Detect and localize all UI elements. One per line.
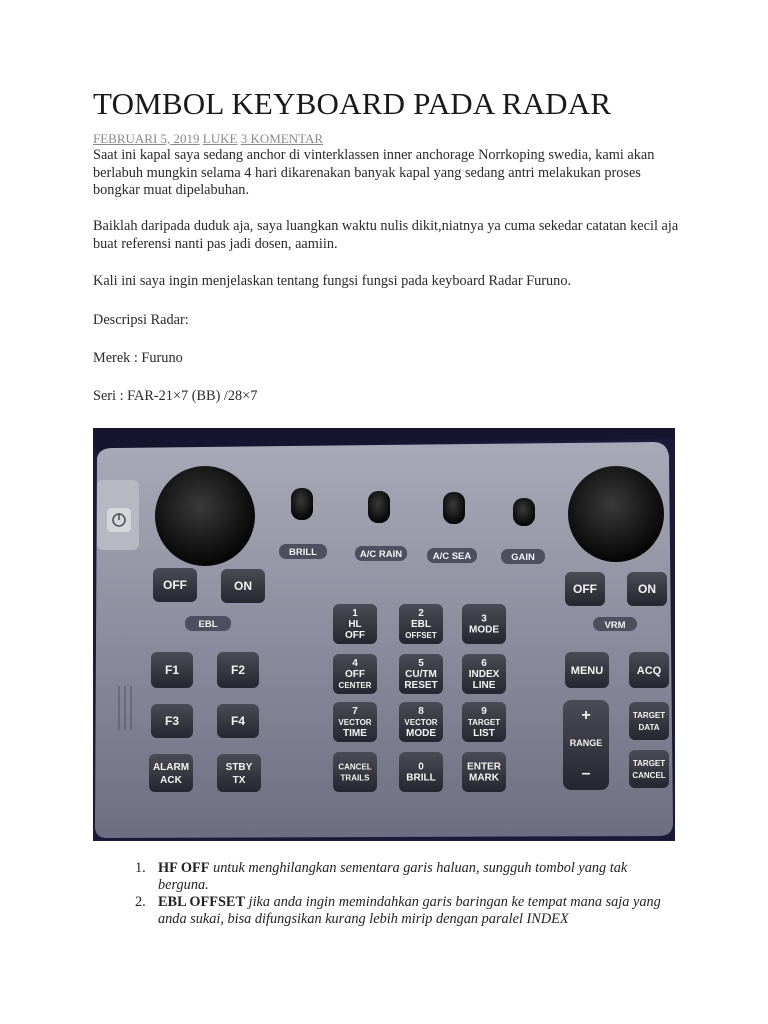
label-ac-rain bbox=[355, 546, 407, 561]
numpad-key[interactable] bbox=[333, 752, 377, 792]
numpad-key-label: VECTOR bbox=[338, 718, 372, 727]
numpad-key-label: CANCEL bbox=[338, 762, 372, 772]
ebl-label bbox=[185, 616, 231, 631]
list-description: untuk menghilangkan sementara garis haluan, sungguh tombol yang tak berguna. bbox=[158, 860, 628, 893]
numpad-key-label: 2 bbox=[418, 608, 424, 619]
trackball-right[interactable] bbox=[568, 466, 664, 562]
paragraph-intro: Saat ini kapal saya sedang anchor di vinterklassen inner anchorage Norrkoping swedia, kami akan berlabuh mungkin selama 4 hari dikarenakan banyak kapal yang sedang antri melakukan proses bongkar muat dipelabuhan. bbox=[93, 147, 655, 198]
knob-brill[interactable] bbox=[291, 488, 313, 520]
numpad-key-label: BRILL bbox=[406, 772, 436, 784]
list-description: jika anda ingin memindahkan garis baringan ke tempat mana saja yang anda sukai, bisa difungsikan kurang lebih mirip dengan paralel INDEX bbox=[158, 894, 661, 927]
radar-keyboard-illustration bbox=[93, 428, 675, 841]
numpad-key-label: 5 bbox=[418, 658, 424, 669]
vrm-on-button[interactable] bbox=[627, 572, 667, 606]
svg-text:DATA: DATA bbox=[638, 723, 660, 732]
numpad-key-label: TIME bbox=[343, 728, 367, 739]
numpad-key-label: HL bbox=[348, 619, 362, 630]
numpad-key[interactable] bbox=[399, 702, 443, 742]
numpad-key-label: INDEX bbox=[468, 669, 500, 680]
target-cancel-button[interactable] bbox=[629, 750, 669, 788]
target-data-button[interactable] bbox=[629, 702, 669, 740]
trackball-left[interactable] bbox=[155, 466, 255, 566]
svg-text:F4: F4 bbox=[230, 714, 246, 728]
svg-text:A/C RAIN: A/C RAIN bbox=[359, 549, 403, 560]
svg-text:ACK: ACK bbox=[160, 775, 182, 786]
numpad-key-label: OFF bbox=[345, 630, 365, 641]
paragraph-motivation: Baiklah daripada duduk aja, saya luangkan waktu nulis dikit,niatnya ya cuma sekedar catatan kecil aja buat referensi nanti pas jadi dosen, aamiin. bbox=[93, 218, 679, 252]
svg-text:–: – bbox=[581, 765, 591, 782]
svg-text:EBL: EBL bbox=[198, 619, 218, 630]
paragraph-series: Seri : FAR-21×7 (BB) /28×7 bbox=[93, 388, 258, 404]
f2-button[interactable] bbox=[217, 652, 259, 688]
numpad-key-label: 0 bbox=[418, 761, 424, 773]
f4-button[interactable] bbox=[217, 704, 259, 738]
svg-text:F3: F3 bbox=[164, 714, 180, 728]
paragraph-description-heading: Descripsi Radar: bbox=[93, 312, 189, 328]
svg-text:ON: ON bbox=[638, 582, 656, 596]
svg-text:BRILL: BRILL bbox=[289, 547, 317, 558]
svg-text:RANGE: RANGE bbox=[569, 738, 603, 748]
knob-gain[interactable] bbox=[513, 498, 535, 526]
list-number: 1. bbox=[135, 860, 146, 876]
numpad-key-label: LIST bbox=[473, 728, 495, 739]
numpad-key-label: RESET bbox=[404, 680, 438, 691]
svg-text:ON: ON bbox=[234, 579, 252, 593]
svg-text:A/C SEA: A/C SEA bbox=[432, 551, 472, 562]
svg-text:F2: F2 bbox=[230, 663, 246, 677]
numpad-key-label: 9 bbox=[481, 706, 487, 717]
author-link[interactable]: LUKE bbox=[202, 131, 238, 146]
paragraph-brand: Merek : Furuno bbox=[93, 350, 183, 366]
numpad-key-label: 1 bbox=[352, 608, 358, 619]
numpad-key[interactable] bbox=[399, 654, 443, 694]
svg-text:ACQ: ACQ bbox=[636, 665, 662, 677]
knob-ac-sea[interactable] bbox=[443, 492, 465, 524]
label-gain bbox=[501, 549, 545, 564]
numpad-key[interactable] bbox=[462, 752, 506, 792]
numpad-key-label: OFF bbox=[345, 669, 365, 680]
numpad-key-label: CENTER bbox=[338, 681, 372, 690]
numpad-key[interactable] bbox=[399, 752, 443, 792]
svg-text:STBY: STBY bbox=[225, 762, 253, 773]
menu-button[interactable] bbox=[565, 652, 609, 688]
svg-text:OFF: OFF bbox=[163, 578, 187, 592]
numpad-key-label: ENTER bbox=[467, 761, 501, 773]
key-function-list bbox=[135, 860, 675, 928]
article-meta bbox=[93, 131, 323, 147]
svg-text:F1: F1 bbox=[164, 663, 180, 677]
numpad-key-label: 6 bbox=[481, 658, 487, 669]
alarm-ack-button[interactable] bbox=[149, 754, 193, 792]
numpad-key[interactable] bbox=[333, 654, 377, 694]
svg-text:+: + bbox=[581, 707, 591, 724]
numpad-key-label: TARGET bbox=[467, 718, 501, 727]
numpad-key-label: MODE bbox=[406, 728, 436, 739]
list-number: 2. bbox=[135, 894, 146, 910]
vrm-label bbox=[593, 617, 637, 631]
numpad-key[interactable] bbox=[462, 604, 506, 644]
comments-link[interactable]: 3 KOMENTAR bbox=[240, 131, 324, 146]
svg-text:TARGET: TARGET bbox=[632, 711, 666, 720]
label-brill bbox=[279, 544, 327, 559]
f3-button[interactable] bbox=[151, 704, 193, 738]
numpad-key-label: MARK bbox=[469, 772, 499, 784]
numpad-key-label: TRAILS bbox=[340, 773, 370, 783]
numpad-key-label: VECTOR bbox=[404, 718, 438, 727]
ebl-off-button[interactable] bbox=[153, 568, 197, 602]
svg-text:CANCEL: CANCEL bbox=[632, 771, 666, 780]
numpad-key[interactable] bbox=[399, 604, 443, 644]
numpad-key-label: 4 bbox=[352, 658, 358, 669]
f1-button[interactable] bbox=[151, 652, 193, 688]
numpad-key-label: OFFSET bbox=[405, 631, 437, 640]
ebl-on-button[interactable] bbox=[221, 569, 265, 603]
numpad-key[interactable] bbox=[333, 702, 377, 742]
svg-text:TARGET: TARGET bbox=[632, 759, 666, 768]
radar-keyboard-photo bbox=[93, 428, 675, 841]
numpad-key-label: LINE bbox=[472, 680, 496, 691]
numpad-key[interactable] bbox=[462, 654, 506, 694]
svg-text:MENU: MENU bbox=[570, 665, 604, 677]
numpad-key-label: 8 bbox=[418, 706, 424, 717]
list-term: EBL OFFSET bbox=[158, 894, 246, 910]
label-ac-sea bbox=[427, 548, 477, 563]
knob-ac-rain[interactable] bbox=[368, 491, 390, 523]
article-title: TOMBOL KEYBOARD PADA RADAR bbox=[93, 86, 612, 121]
numpad-key-label: 7 bbox=[352, 706, 358, 717]
list-item bbox=[135, 860, 675, 894]
list-item bbox=[135, 894, 675, 928]
date-link[interactable]: FEBRUARI 5, 2019 bbox=[93, 131, 200, 146]
range-rocker[interactable] bbox=[563, 700, 609, 790]
numpad-key-label: MODE bbox=[469, 624, 499, 636]
numpad-key[interactable] bbox=[462, 702, 506, 742]
numpad-key[interactable] bbox=[333, 604, 377, 644]
vrm-off-button[interactable] bbox=[565, 572, 605, 606]
stby-tx-button[interactable] bbox=[217, 754, 261, 792]
svg-text:TX: TX bbox=[232, 775, 246, 786]
svg-text:VRM: VRM bbox=[604, 620, 626, 631]
paragraph-topic: Kali ini saya ingin menjelaskan tentang fungsi fungsi pada keyboard Radar Furuno. bbox=[93, 273, 572, 289]
svg-text:OFF: OFF bbox=[573, 582, 597, 596]
numpad-key-label: CU/TM bbox=[405, 669, 437, 680]
numpad-key-label: EBL bbox=[411, 619, 431, 630]
numpad-key-label: 3 bbox=[481, 613, 487, 625]
list-term: HF OFF bbox=[158, 860, 210, 876]
svg-text:ALARM: ALARM bbox=[152, 762, 190, 773]
svg-text:GAIN: GAIN bbox=[511, 552, 535, 563]
acq-button[interactable] bbox=[629, 652, 669, 688]
